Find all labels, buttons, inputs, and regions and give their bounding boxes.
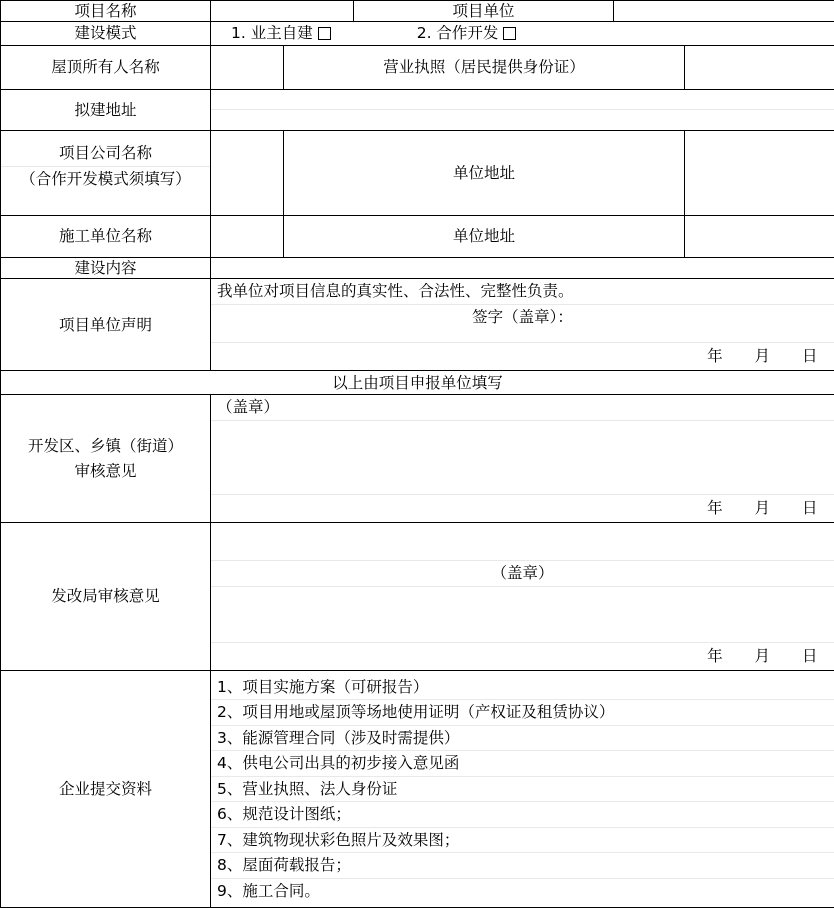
ndrc-review-stack [211,523,834,670]
zone-review-label [1,395,211,523]
submitted-material-item: 9、施工合同。 [211,879,834,903]
ndrc-review-label: 发改局审核意见 [1,523,211,671]
ndrc-review-date-row [211,643,834,670]
zone-review-label-line1: 开发区、乡镇（街道） [1,434,210,458]
row-project-company [1,130,834,215]
project-name-label: 项目名称 [1,1,211,22]
submitted-material-item: 6、规范设计图纸； [211,802,834,827]
declaration-label: 项目单位声明 [1,279,211,371]
row-planned-address [1,89,834,130]
zone-review-day-label: 日 [802,498,818,518]
row-build-mode [1,22,834,45]
company-address-label: 单位地址 [284,130,685,215]
zone-review-body[interactable] [211,395,834,523]
submitted-materials-list [211,675,834,903]
business-license-value[interactable] [685,45,834,89]
planned-address-value-stack [211,91,834,129]
submitted-material-item: 5、营业执照、法人身份证 [211,777,834,802]
declaration-signature[interactable]: 签字（盖章）： [211,305,834,343]
zone-review-seal: （盖章） [211,395,834,420]
construction-address-value[interactable] [685,215,834,257]
planned-address-label: 拟建地址 [1,89,211,130]
submitted-material-item: 3、能源管理合同（涉及时需提供） [211,726,834,751]
project-company-label [1,130,211,215]
declaration-stack [211,279,834,370]
build-mode-option-2-label: 2. 合作开发 [417,23,499,43]
construction-content-value[interactable] [211,257,834,278]
build-mode-options [211,22,834,45]
declaration-date-strip [217,345,828,368]
project-company-label-stack [1,141,210,204]
ndrc-review-day-label: 日 [802,646,818,666]
roof-owner-label: 屋顶所有人名称 [1,45,211,89]
build-mode-label: 建设模式 [1,22,211,45]
ndrc-review-top-area[interactable] [211,523,834,561]
zone-review-stack [211,395,834,522]
row-construction-unit [1,215,834,257]
submitted-material-item: 2、项目用地或屋顶等场地使用证明（产权证及租赁协议） [211,700,834,725]
ndrc-review-seal: （盖章） [211,561,834,586]
zone-review-date-row [211,495,834,522]
row-submitted-materials [1,671,834,908]
project-company-value[interactable] [211,130,284,215]
build-mode-option-2[interactable] [417,23,517,43]
submitted-materials-body [211,671,834,908]
construction-address-label: 单位地址 [284,215,685,257]
declaration-body [211,279,834,371]
planned-address-value[interactable] [211,91,834,110]
zone-review-label-stack [1,434,210,483]
row-zone-review [1,395,834,523]
business-license-label: 营业执照（居民提供身份证） [284,45,685,89]
filled-by-applicant-note: 以上由项目申报单位填写 [1,371,834,395]
ndrc-review-comment-area[interactable] [211,587,834,643]
declaration-text: 我单位对项目信息的真实性、合法性、完整性负责。 [211,279,834,304]
construction-content-label: 建设内容 [1,257,211,278]
ndrc-review-year-label: 年 [707,646,723,666]
zone-review-year-label: 年 [707,498,723,518]
submitted-material-item: 1、项目实施方案（可研报告） [211,675,834,700]
project-unit-label: 项目单位 [354,1,614,22]
project-name-value[interactable] [211,1,354,22]
declaration-year-label: 年 [707,346,723,366]
build-mode-option-2-checkbox[interactable] [503,27,516,40]
project-company-label-line1: 项目公司名称 [1,141,210,166]
row-project-name [1,1,834,22]
zone-review-date-strip [217,497,828,520]
ndrc-review-date-strip [217,645,828,668]
build-mode-option-1-checkbox[interactable] [318,27,331,40]
declaration-month-label: 月 [755,346,771,366]
construction-unit-label: 施工单位名称 [1,215,211,257]
construction-unit-value[interactable] [211,215,284,257]
build-mode-option-1-label: 1. 业主自建 [231,23,313,43]
zone-review-label-line2: 审核意见 [1,459,210,483]
project-company-label-line2: （合作开发模式须填写） [1,167,210,205]
ndrc-review-body[interactable] [211,523,834,671]
project-unit-value[interactable] [614,1,834,22]
ndrc-review-month-label: 月 [755,646,771,666]
roof-owner-value[interactable] [211,45,284,89]
planned-address-blank-line[interactable] [211,110,834,129]
submitted-material-item: 7、建筑物现状彩色照片及效果图； [211,828,834,853]
row-applicant-note [1,371,834,395]
declaration-date-row [211,343,834,370]
zone-review-month-label: 月 [755,498,771,518]
submitted-material-item: 8、屋面荷载报告； [211,853,834,878]
row-declaration [1,279,834,371]
row-roof-owner [1,45,834,89]
zone-review-comment-area[interactable] [211,421,834,495]
row-construction-content [1,257,834,278]
row-ndrc-review [1,523,834,671]
submitted-material-item: 4、供电公司出具的初步接入意见函 [211,751,834,776]
submitted-materials-label: 企业提交资料 [1,671,211,908]
declaration-day-label: 日 [802,346,818,366]
company-address-value[interactable] [685,130,834,215]
build-mode-option-1[interactable] [231,23,331,43]
planned-address-value-cell[interactable] [211,89,834,130]
